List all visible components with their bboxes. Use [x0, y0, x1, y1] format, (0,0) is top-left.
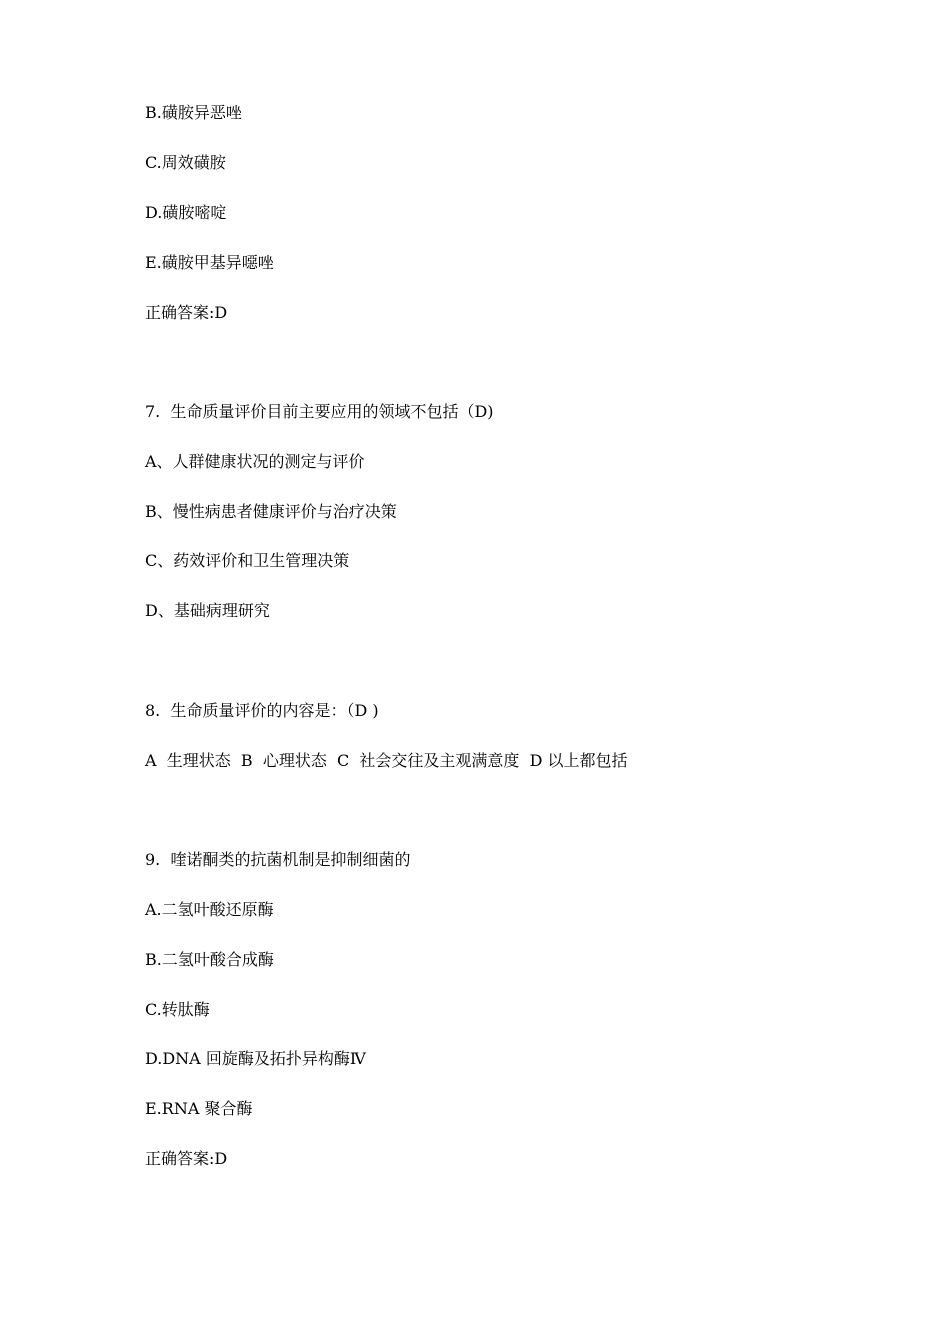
q6-option-c: C.周效磺胺: [145, 153, 226, 172]
q6-option-d: D.磺胺嘧啶: [145, 203, 227, 222]
q9-option-e: E.RNA 聚合酶: [145, 1099, 253, 1118]
q7-option-c: C、药效评价和卫生管理决策: [145, 551, 350, 570]
q6-option-e: E.磺胺甲基异噁唑: [145, 253, 274, 272]
q8-question: 8. 生命质量评价的内容是：（D ): [145, 701, 379, 720]
q9-option-d: D.DNA 回旋酶及拓扑异构酶Ⅳ: [145, 1049, 366, 1068]
q9-option-c: C.转肽酶: [145, 1000, 210, 1019]
q8-options: A 生理状态 B 心理状态 C 社会交往及主观满意度 D 以上都包括: [145, 751, 628, 770]
q7-option-d: D、基础病理研究: [145, 601, 270, 620]
q9-option-b: B.二氢叶酸合成酶: [145, 950, 274, 969]
q9-answer: 正确答案:D: [145, 1149, 228, 1168]
q7-question: 7. 生命质量评价目前主要应用的领域不包括（D): [145, 402, 494, 421]
q9-question: 9. 喹诺酮类的抗菌机制是抑制细菌的: [145, 850, 411, 869]
q7-option-a: A、人群健康状况的测定与评价: [145, 452, 365, 471]
q9-option-a: A.二氢叶酸还原酶: [145, 900, 274, 919]
q7-option-b: B、慢性病患者健康评价与治疗决策: [145, 502, 397, 521]
q6-answer: 正确答案:D: [145, 303, 228, 322]
q6-option-b: B.磺胺异恶唑: [145, 103, 242, 122]
